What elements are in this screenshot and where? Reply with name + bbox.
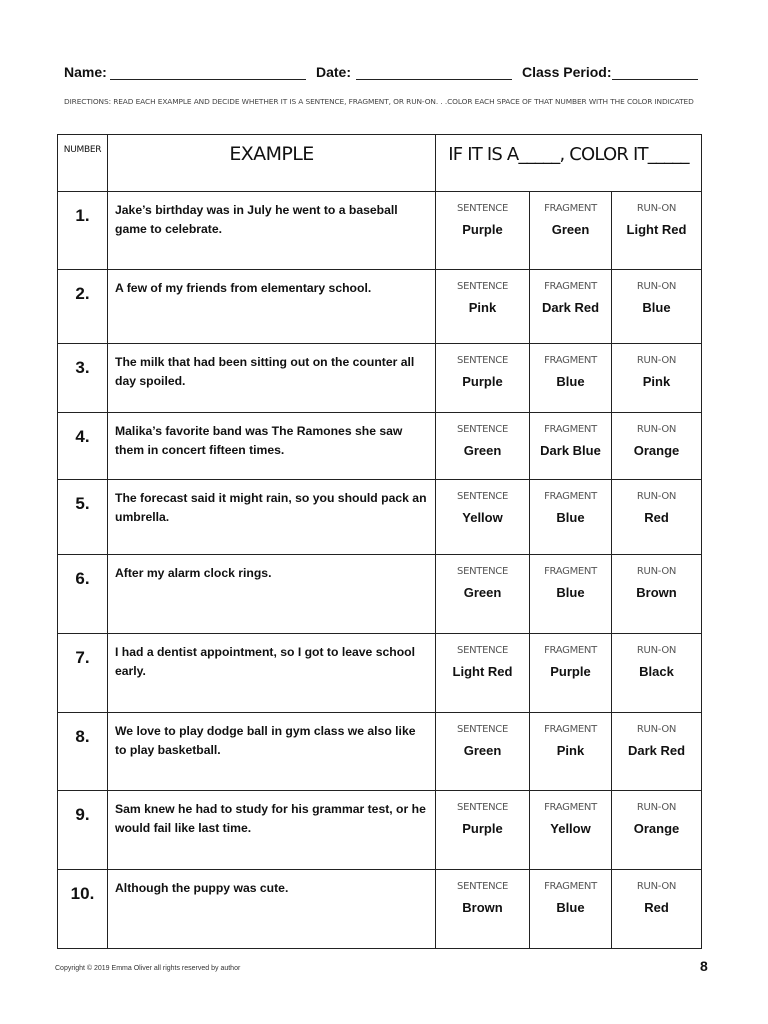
color-option-cell[interactable] — [436, 344, 530, 413]
color-option-cell[interactable] — [612, 344, 702, 413]
example-sentence: Although the puppy was cute. — [108, 870, 436, 949]
table-header-row — [58, 135, 702, 192]
option-kind-label: FRAGMENT — [544, 645, 597, 656]
option-color-label: Dark Red — [541, 300, 600, 315]
color-option-cell[interactable] — [530, 713, 612, 791]
option-kind-label: RUN-ON — [636, 645, 677, 656]
row-number: 4. — [58, 413, 108, 480]
color-option-cell[interactable] — [436, 480, 530, 555]
row-number: 6. — [58, 555, 108, 634]
row-number: 8. — [58, 713, 108, 791]
option-color-label: Blue — [556, 585, 585, 600]
option-kind-label: FRAGMENT — [544, 802, 597, 813]
row-number: 10. — [58, 870, 108, 949]
color-option-cell[interactable] — [612, 791, 702, 870]
option-kind-label: RUN-ON — [636, 203, 677, 214]
option-color-label: Pink — [556, 743, 585, 758]
option-kind-label: RUN-ON — [636, 281, 677, 292]
option-kind-label: RUN-ON — [636, 802, 677, 813]
example-sentence: The forecast said it might rain, so you should pack an umbrella. — [108, 480, 436, 555]
color-option-cell[interactable] — [612, 270, 702, 344]
color-option-cell[interactable] — [612, 555, 702, 634]
date-blank[interactable] — [356, 79, 512, 80]
row-number: 9. — [58, 791, 108, 870]
option-color-label: Pink — [468, 300, 497, 315]
option-color-label: Pink — [642, 374, 671, 389]
directions-text: DIRECTIONS: READ EACH EXAMPLE AND DECIDE WHETHER IT IS A SENTENCE, FRAGMENT, OR RUN-ON. . .COLOR EACH SPACE OF THAT NUMBER WITH THE COLOR INDICATED — [64, 97, 694, 106]
example-header: EXAMPLE — [108, 135, 436, 192]
option-color-label: Dark Red — [627, 743, 686, 758]
option-color-label: Green — [463, 443, 502, 458]
table-row — [58, 870, 702, 949]
example-sentence: Sam knew he had to study for his grammar test, or he would fail like last time. — [108, 791, 436, 870]
color-option-cell[interactable] — [530, 555, 612, 634]
table-row — [58, 192, 702, 270]
color-option-cell[interactable] — [530, 791, 612, 870]
option-color-label: Purple — [462, 222, 503, 237]
option-color-label: Brown — [636, 585, 677, 600]
option-kind-label: SENTENCE — [457, 281, 508, 292]
example-sentence: I had a dentist appointment, so I got to leave school early. — [108, 634, 436, 713]
number-header: NUMBER — [58, 135, 108, 192]
option-kind-label: FRAGMENT — [544, 281, 597, 292]
color-option-cell[interactable] — [436, 270, 530, 344]
option-kind-label: RUN-ON — [636, 724, 677, 735]
table-row — [58, 270, 702, 344]
option-kind-label: SENTENCE — [457, 424, 508, 435]
option-color-label: Blue — [556, 374, 585, 389]
option-color-label: Blue — [642, 300, 671, 315]
option-color-label: Green — [463, 585, 502, 600]
option-kind-label: SENTENCE — [457, 881, 508, 892]
color-option-cell[interactable] — [436, 791, 530, 870]
color-option-cell[interactable] — [612, 480, 702, 555]
color-option-cell[interactable] — [530, 634, 612, 713]
option-color-label: Light Red — [626, 222, 687, 237]
option-color-label: Black — [639, 664, 674, 679]
example-sentence: After my alarm clock rings. — [108, 555, 436, 634]
example-sentence: The milk that had been sitting out on the counter all day spoiled. — [108, 344, 436, 413]
student-info-line — [64, 64, 704, 84]
table-row — [58, 344, 702, 413]
color-option-cell[interactable] — [436, 555, 530, 634]
example-sentence: Malika’s favorite band was The Ramones she saw them in concert fifteen times. — [108, 413, 436, 480]
color-option-cell[interactable] — [530, 870, 612, 949]
date-label: Date: — [316, 64, 352, 80]
option-kind-label: FRAGMENT — [544, 491, 597, 502]
example-sentence: Jake’s birthday was in July he went to a baseball game to celebrate. — [108, 192, 436, 270]
color-option-cell[interactable] — [530, 192, 612, 270]
color-option-cell[interactable] — [612, 413, 702, 480]
option-kind-label: SENTENCE — [457, 566, 508, 577]
option-color-label: Yellow — [550, 821, 591, 836]
table-row — [58, 634, 702, 713]
color-option-cell[interactable] — [612, 713, 702, 791]
option-color-label: Yellow — [462, 510, 503, 525]
color-option-cell[interactable] — [612, 870, 702, 949]
option-kind-label: FRAGMENT — [544, 355, 597, 366]
color-option-cell[interactable] — [436, 713, 530, 791]
color-rule-header: IF IT IS A_____, COLOR IT_____ — [436, 135, 702, 192]
option-color-label: Red — [644, 900, 669, 915]
color-option-cell[interactable] — [530, 344, 612, 413]
example-sentence: We love to play dodge ball in gym class we also like to play basketball. — [108, 713, 436, 791]
option-kind-label: SENTENCE — [457, 355, 508, 366]
option-color-label: Green — [463, 743, 502, 758]
option-color-label: Orange — [633, 443, 680, 458]
color-option-cell[interactable] — [436, 634, 530, 713]
option-kind-label: SENTENCE — [457, 203, 508, 214]
color-option-cell[interactable] — [530, 270, 612, 344]
color-option-cell[interactable] — [436, 192, 530, 270]
option-color-label: Purple — [462, 374, 503, 389]
table-row — [58, 713, 702, 791]
option-kind-label: SENTENCE — [457, 645, 508, 656]
option-kind-label: RUN-ON — [636, 355, 677, 366]
color-option-cell[interactable] — [436, 870, 530, 949]
option-color-label: Light Red — [452, 664, 513, 679]
row-number: 7. — [58, 634, 108, 713]
option-kind-label: FRAGMENT — [544, 724, 597, 735]
worksheet-table — [57, 134, 702, 949]
option-kind-label: SENTENCE — [457, 491, 508, 502]
option-kind-label: FRAGMENT — [544, 566, 597, 577]
example-sentence: A few of my friends from elementary school. — [108, 270, 436, 344]
option-color-label: Orange — [633, 821, 680, 836]
color-option-cell[interactable] — [612, 192, 702, 270]
name-label: Name: — [64, 64, 107, 80]
page-number: 8 — [700, 958, 708, 974]
table-row — [58, 791, 702, 870]
option-color-label: Dark Blue — [540, 443, 601, 458]
class-period-blank[interactable] — [612, 79, 698, 80]
color-option-cell[interactable] — [530, 480, 612, 555]
table-row — [58, 480, 702, 555]
table-row — [58, 555, 702, 634]
row-number: 1. — [58, 192, 108, 270]
option-color-label: Blue — [556, 510, 585, 525]
option-color-label: Purple — [462, 821, 503, 836]
row-number: 3. — [58, 344, 108, 413]
class-period-label: Class Period: — [522, 64, 612, 80]
option-color-label: Blue — [556, 900, 585, 915]
option-kind-label: RUN-ON — [636, 424, 677, 435]
color-option-cell[interactable] — [436, 413, 530, 480]
option-kind-label: RUN-ON — [636, 491, 677, 502]
option-kind-label: FRAGMENT — [544, 881, 597, 892]
option-color-label: Purple — [550, 664, 591, 679]
table-row — [58, 413, 702, 480]
option-kind-label: FRAGMENT — [544, 203, 597, 214]
option-kind-label: FRAGMENT — [544, 424, 597, 435]
option-kind-label: SENTENCE — [457, 724, 508, 735]
option-color-label: Green — [551, 222, 590, 237]
row-number: 5. — [58, 480, 108, 555]
option-color-label: Brown — [462, 900, 503, 915]
copyright-notice: Copyright © 2019 Emma Oliver all rights reserved by author — [55, 965, 241, 972]
option-color-label: Red — [644, 510, 669, 525]
option-kind-label: SENTENCE — [457, 802, 508, 813]
option-kind-label: RUN-ON — [636, 881, 677, 892]
color-option-cell[interactable] — [612, 634, 702, 713]
name-blank[interactable] — [110, 79, 306, 80]
row-number: 2. — [58, 270, 108, 344]
option-kind-label: RUN-ON — [636, 566, 677, 577]
color-option-cell[interactable] — [530, 413, 612, 480]
